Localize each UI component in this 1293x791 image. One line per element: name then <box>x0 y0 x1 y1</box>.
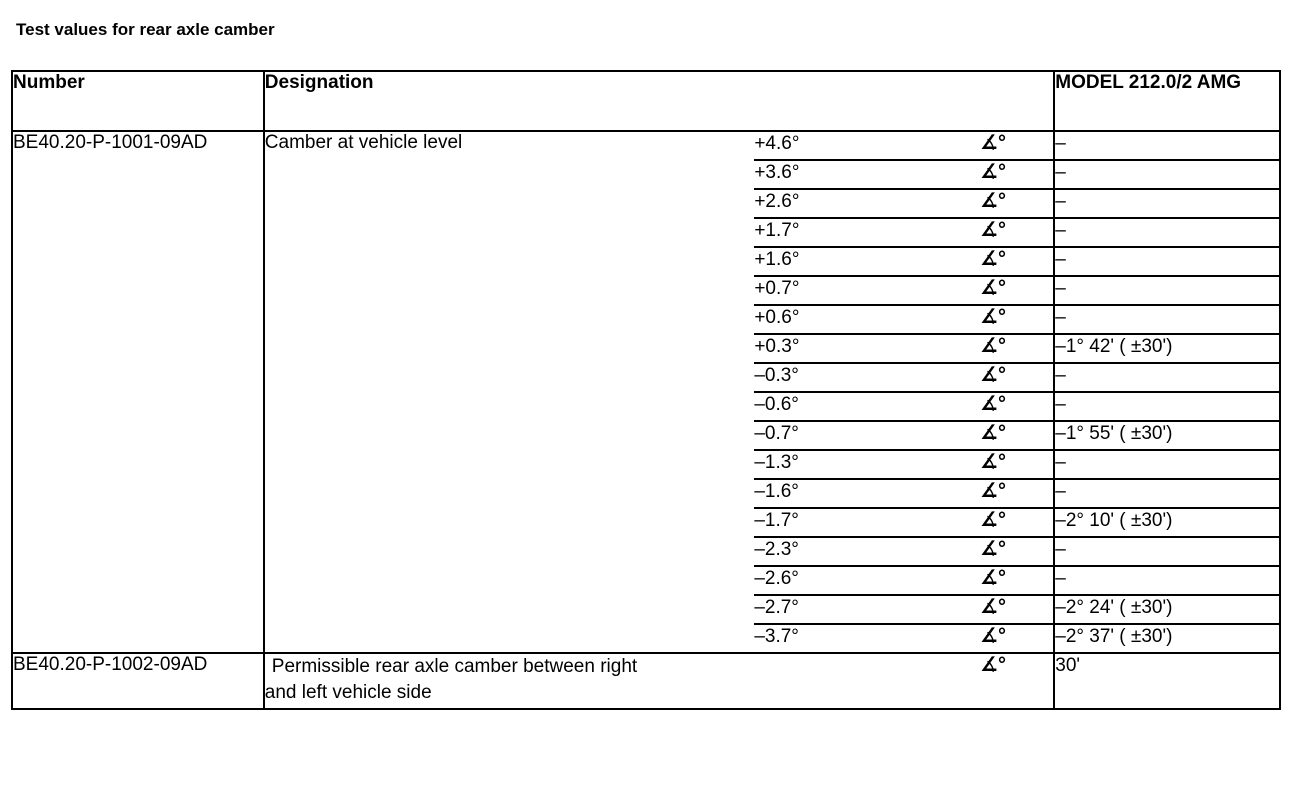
designation-line-1: Permissible rear axle camber between right <box>271 656 638 677</box>
model-value: – <box>1054 247 1280 276</box>
angle-unit-cell <box>980 189 1054 218</box>
camber-test-value: +1.6° <box>754 247 980 276</box>
angle-unit-cell <box>980 392 1054 421</box>
angle-unit-cell <box>980 566 1054 595</box>
angle-icon: ∡° <box>980 451 1006 473</box>
model-value: –2° 10' ( ±30') <box>1054 508 1280 537</box>
camber-test-value: +4.6° <box>754 131 980 160</box>
angle-icon: ∡° <box>980 132 1006 154</box>
angle-unit-cell <box>980 131 1054 160</box>
angle-unit-cell <box>980 218 1054 247</box>
camber-test-value: –0.6° <box>754 392 980 421</box>
row-number: BE40.20-P-1002-09AD <box>12 653 264 709</box>
table-row <box>12 653 1280 709</box>
angle-unit-cell <box>980 334 1054 363</box>
angle-unit-cell <box>980 479 1054 508</box>
page-title: Test values for rear axle camber <box>16 20 275 39</box>
angle-icon: ∡° <box>980 480 1006 502</box>
angle-unit-cell <box>980 537 1054 566</box>
table-header-row <box>12 71 1280 131</box>
camber-test-value: –1.7° <box>754 508 980 537</box>
angle-icon: ∡° <box>980 625 1006 647</box>
camber-test-value: –3.7° <box>754 624 980 653</box>
model-value: –2° 24' ( ±30') <box>1054 595 1280 624</box>
angle-icon: ∡° <box>980 509 1006 531</box>
camber-test-value: –2.7° <box>754 595 980 624</box>
model-value: 30' <box>1054 653 1280 709</box>
angle-icon: ∡° <box>980 161 1006 183</box>
camber-test-value: –1.3° <box>754 450 980 479</box>
model-value: – <box>1054 566 1280 595</box>
model-value: –1° 42' ( ±30') <box>1054 334 1280 363</box>
angle-icon: ∡° <box>980 393 1006 415</box>
model-value: – <box>1054 363 1280 392</box>
model-value: – <box>1054 305 1280 334</box>
angle-icon: ∡° <box>980 654 1006 676</box>
angle-icon: ∡° <box>980 277 1006 299</box>
model-value: – <box>1054 537 1280 566</box>
row-number: BE40.20-P-1001-09AD <box>12 131 264 653</box>
camber-test-value: –1.6° <box>754 479 980 508</box>
camber-test-value: –2.6° <box>754 566 980 595</box>
angle-unit-cell <box>980 653 1054 709</box>
camber-test-values-table <box>11 70 1281 710</box>
angle-icon: ∡° <box>980 248 1006 270</box>
angle-icon: ∡° <box>980 335 1006 357</box>
table-row <box>12 131 1280 160</box>
model-value: – <box>1054 276 1280 305</box>
row-designation <box>264 653 980 709</box>
camber-test-value: –0.3° <box>754 363 980 392</box>
angle-icon: ∡° <box>980 538 1006 560</box>
camber-test-value: +0.7° <box>754 276 980 305</box>
header-number: Number <box>12 71 264 131</box>
row-designation: Camber at vehicle level <box>264 131 755 653</box>
angle-unit-cell <box>980 595 1054 624</box>
angle-icon: ∡° <box>980 422 1006 444</box>
angle-unit-cell <box>980 450 1054 479</box>
model-value: – <box>1054 450 1280 479</box>
model-value: –2° 37' ( ±30') <box>1054 624 1280 653</box>
camber-test-value: +2.6° <box>754 189 980 218</box>
angle-icon: ∡° <box>980 306 1006 328</box>
camber-test-value: –2.3° <box>754 537 980 566</box>
angle-icon: ∡° <box>980 190 1006 212</box>
angle-unit-cell <box>980 305 1054 334</box>
camber-test-value: +0.3° <box>754 334 980 363</box>
header-model: MODEL 212.0/2 AMG <box>1054 71 1280 131</box>
model-value: – <box>1054 160 1280 189</box>
camber-test-value: +1.7° <box>754 218 980 247</box>
angle-icon: ∡° <box>980 364 1006 386</box>
header-designation: Designation <box>264 71 1054 131</box>
model-value: – <box>1054 189 1280 218</box>
camber-test-value: +3.6° <box>754 160 980 189</box>
model-value: – <box>1054 218 1280 247</box>
table-body <box>12 131 1280 709</box>
angle-unit-cell <box>980 508 1054 537</box>
angle-unit-cell <box>980 160 1054 189</box>
angle-unit-cell <box>980 276 1054 305</box>
angle-icon: ∡° <box>980 596 1006 618</box>
angle-unit-cell <box>980 363 1054 392</box>
angle-icon: ∡° <box>980 567 1006 589</box>
angle-unit-cell <box>980 247 1054 276</box>
angle-unit-cell <box>980 624 1054 653</box>
model-value: –1° 55' ( ±30') <box>1054 421 1280 450</box>
camber-test-value: +0.6° <box>754 305 980 334</box>
model-value: – <box>1054 479 1280 508</box>
angle-unit-cell <box>980 421 1054 450</box>
designation-line-2: and left vehicle side <box>264 682 432 703</box>
model-value: – <box>1054 392 1280 421</box>
model-value: – <box>1054 131 1280 160</box>
camber-test-value: –0.7° <box>754 421 980 450</box>
angle-icon: ∡° <box>980 219 1006 241</box>
